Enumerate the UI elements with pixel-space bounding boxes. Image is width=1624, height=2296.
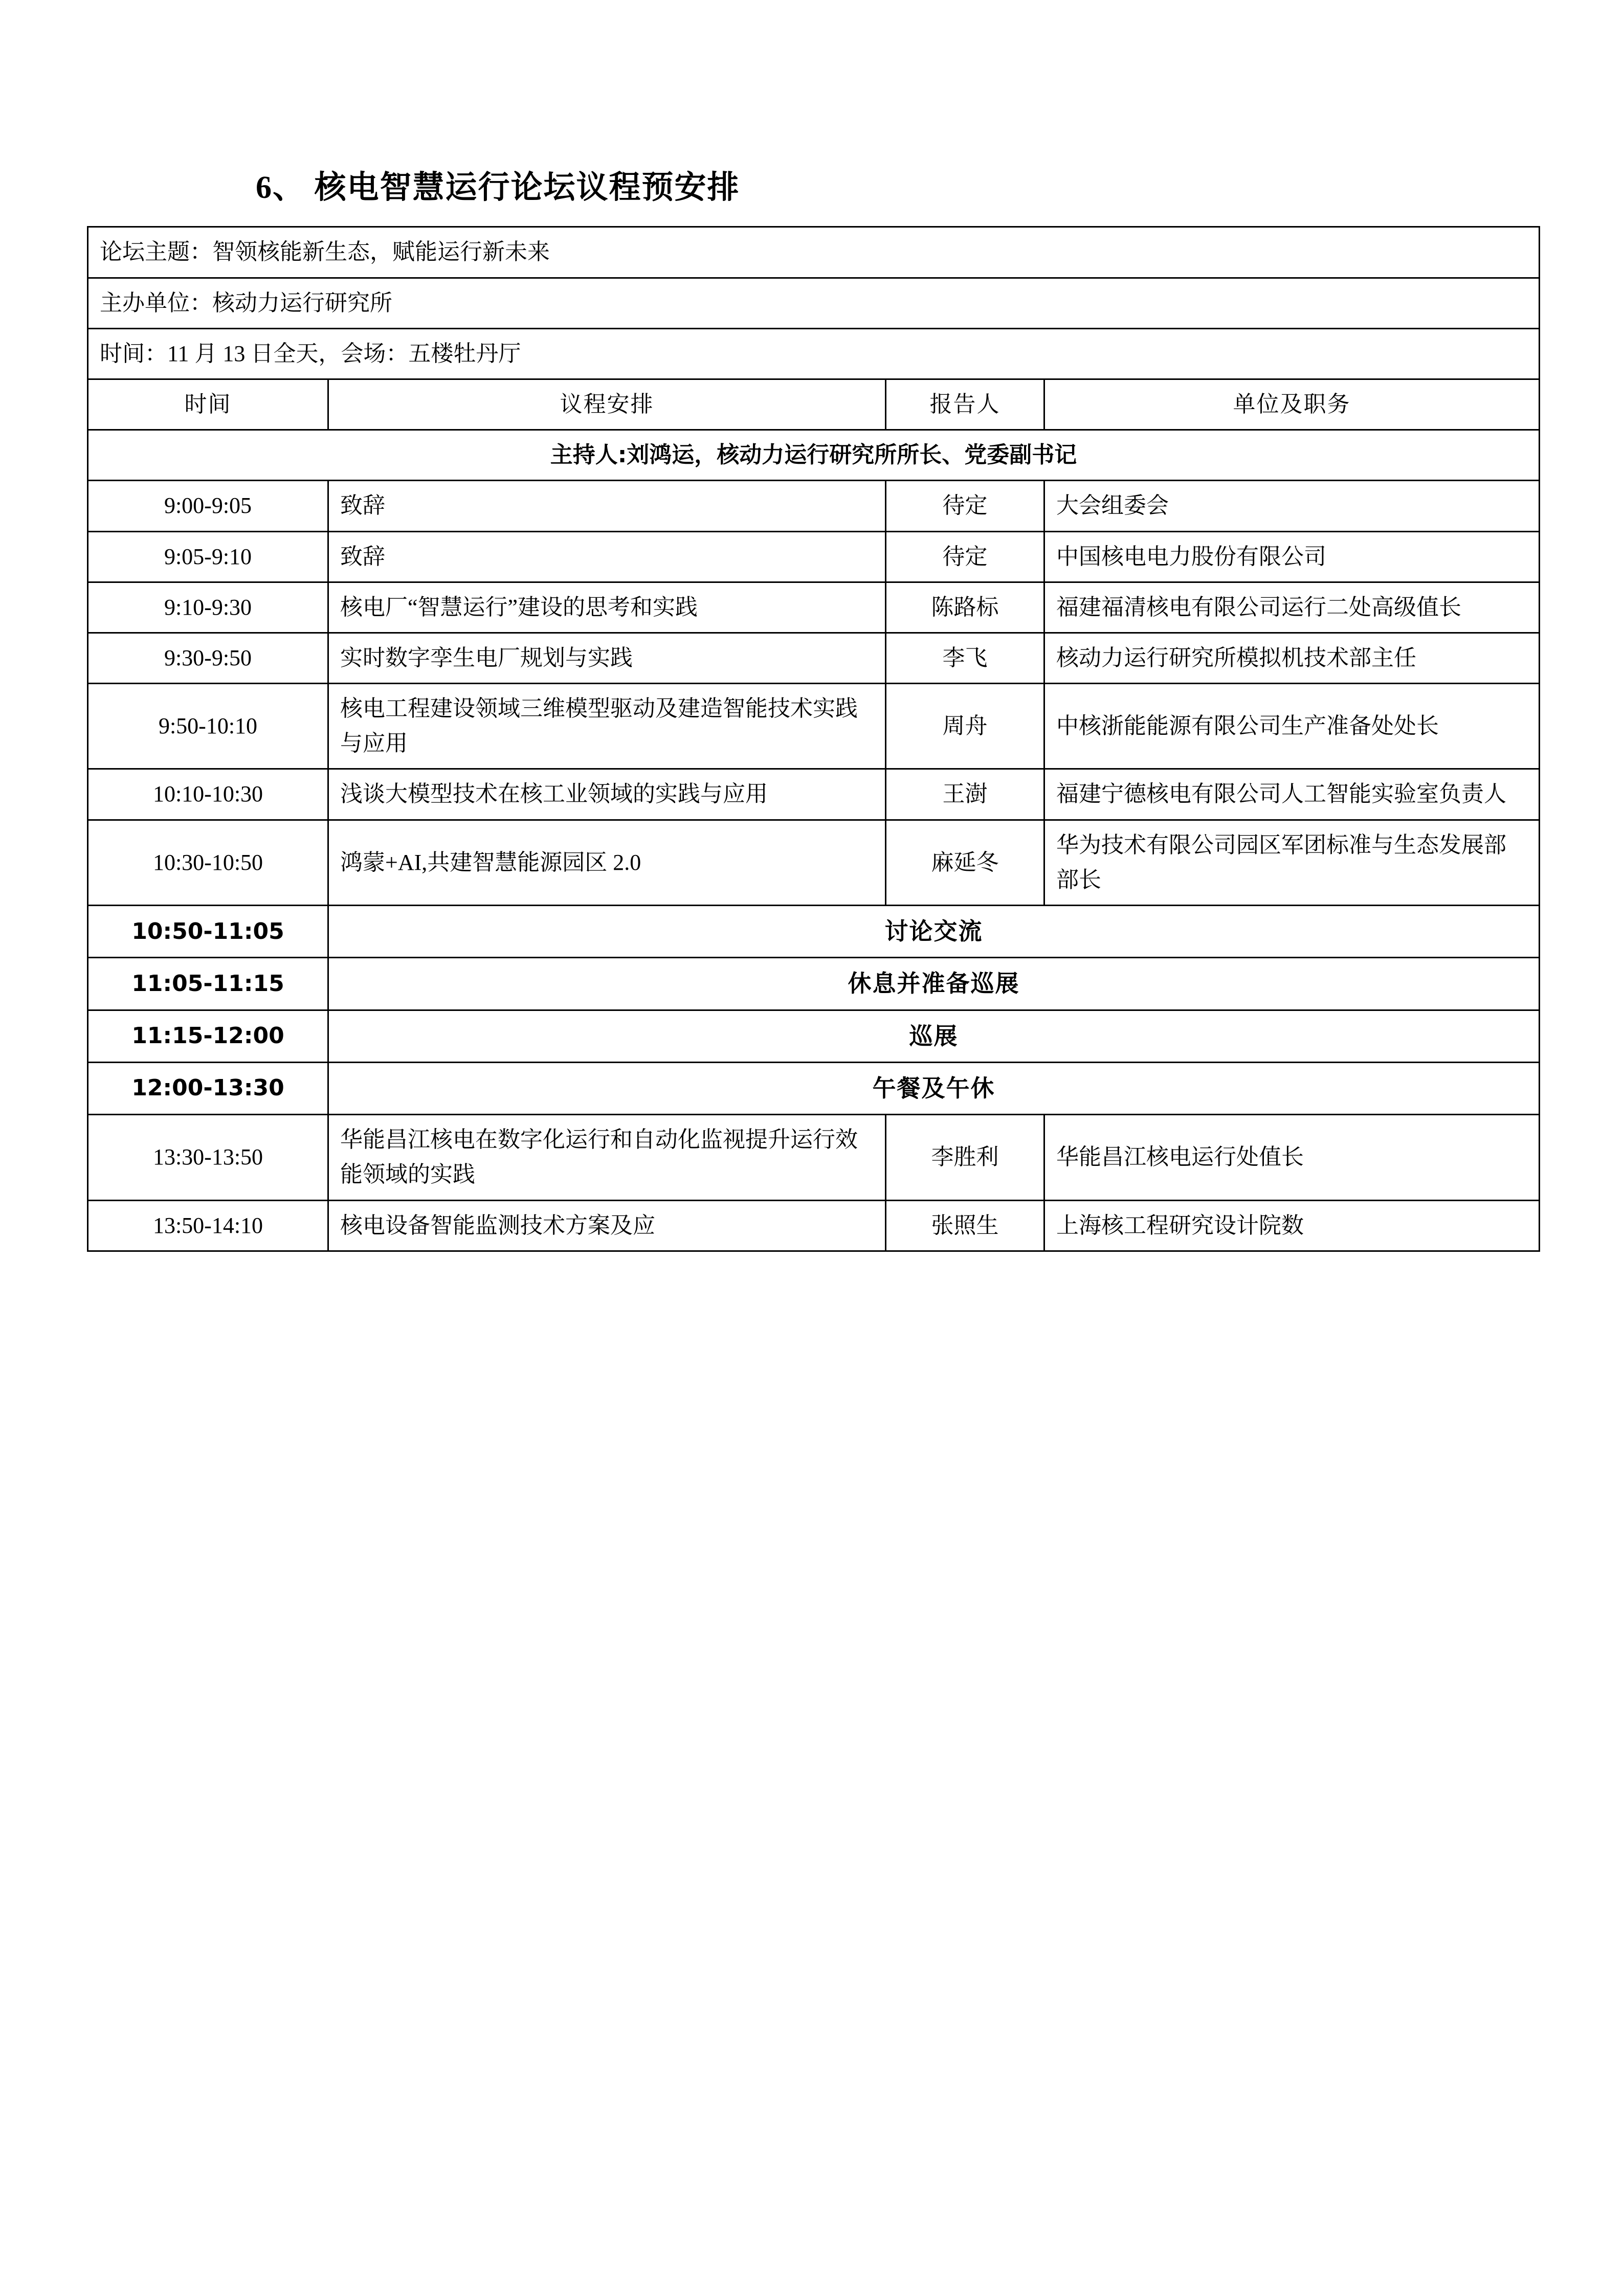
row-speaker: 麻延冬 [886, 820, 1044, 905]
column-header-org: 单位及职务 [1044, 379, 1540, 430]
page-title: 6、 核电智慧运行论坛议程预安排 [256, 170, 740, 205]
row-time: 9:05-9:10 [88, 531, 328, 582]
table-row [88, 1200, 1540, 1251]
table-row [88, 684, 1540, 769]
table-row [88, 958, 1540, 1010]
table-row [88, 820, 1540, 905]
row-time: 11:15-12:00 [88, 1010, 328, 1062]
table-row [88, 1010, 1540, 1062]
header-line-row [88, 278, 1540, 328]
row-break-label: 午餐及午休 [328, 1062, 1540, 1114]
row-org: 华能昌江核电运行处值长 [1044, 1115, 1540, 1200]
row-org: 上海核工程研究设计院数 [1044, 1200, 1540, 1251]
row-speaker: 张照生 [886, 1200, 1044, 1251]
row-speaker: 周舟 [886, 684, 1044, 769]
row-org: 福建福清核电有限公司运行二处高级值长 [1044, 582, 1540, 633]
row-org: 大会组委会 [1044, 481, 1540, 531]
row-break-label: 休息并准备巡展 [328, 958, 1540, 1010]
row-agenda: 华能昌江核电在数字化运行和自动化监视提升运行效能领域的实践 [328, 1115, 886, 1200]
forum-theme: 论坛主题：智领核能新生态，赋能运行新未来 [88, 227, 1540, 278]
row-org: 核动力运行研究所模拟机技术部主任 [1044, 633, 1540, 683]
row-agenda: 核电厂“智慧运行”建设的思考和实践 [328, 582, 886, 633]
table-row [88, 1115, 1540, 1200]
row-agenda: 核电工程建设领域三维模型驱动及建造智能技术实践与应用 [328, 684, 886, 769]
agenda-rows [88, 481, 1540, 1251]
row-org: 中核浙能能源有限公司生产准备处处长 [1044, 684, 1540, 769]
column-header-agenda: 议程安排 [328, 379, 886, 430]
row-time: 9:50-10:10 [88, 684, 328, 769]
table-row [88, 1062, 1540, 1114]
table-row [88, 769, 1540, 820]
row-time: 10:10-10:30 [88, 769, 328, 820]
row-org: 福建宁德核电有限公司人工智能实验室负责人 [1044, 769, 1540, 820]
column-header-speaker: 报告人 [886, 379, 1044, 430]
row-agenda: 浅谈大模型技术在核工业领域的实践与应用 [328, 769, 886, 820]
row-org: 华为技术有限公司园区军团标准与生态发展部部长 [1044, 820, 1540, 905]
table-header-row [88, 379, 1540, 430]
table-row [88, 633, 1540, 683]
row-time: 13:50-14:10 [88, 1200, 328, 1251]
table-row [88, 481, 1540, 531]
row-time: 9:00-9:05 [88, 481, 328, 531]
header-line-row [88, 328, 1540, 379]
row-break-label: 讨论交流 [328, 906, 1540, 958]
row-time: 10:30-10:50 [88, 820, 328, 905]
column-header-time: 时间 [88, 379, 328, 430]
row-time: 9:10-9:30 [88, 582, 328, 633]
table-row [88, 906, 1540, 958]
row-agenda: 致辞 [328, 531, 886, 582]
row-speaker: 李飞 [886, 633, 1044, 683]
row-time: 12:00-13:30 [88, 1062, 328, 1114]
row-break-label: 巡展 [328, 1010, 1540, 1062]
time-venue: 时间：11 月 13 日全天，会场：五楼牡丹厅 [88, 328, 1540, 379]
host-label: 主持人:刘鸿运，核动力运行研究所所长、党委副书记 [88, 430, 1540, 481]
header-line-row [88, 227, 1540, 278]
row-speaker: 李胜利 [886, 1115, 1044, 1200]
row-time: 11:05-11:15 [88, 958, 328, 1010]
row-agenda: 核电设备智能监测技术方案及应 [328, 1200, 886, 1251]
agenda-table [87, 226, 1540, 1251]
table-row [88, 582, 1540, 633]
row-speaker: 待定 [886, 531, 1044, 582]
row-time: 9:30-9:50 [88, 633, 328, 683]
row-speaker: 陈路标 [886, 582, 1044, 633]
table-row [88, 531, 1540, 582]
row-agenda: 致辞 [328, 481, 886, 531]
row-speaker: 王澍 [886, 769, 1044, 820]
organizer: 主办单位：核动力运行研究所 [88, 278, 1540, 328]
row-speaker: 待定 [886, 481, 1044, 531]
row-org: 中国核电电力股份有限公司 [1044, 531, 1540, 582]
row-agenda: 鸿蒙+AI,共建智慧能源园区 2.0 [328, 820, 886, 905]
host-row [88, 430, 1540, 481]
row-time: 13:30-13:50 [88, 1115, 328, 1200]
row-agenda: 实时数字孪生电厂规划与实践 [328, 633, 886, 683]
row-time: 10:50-11:05 [88, 906, 328, 958]
